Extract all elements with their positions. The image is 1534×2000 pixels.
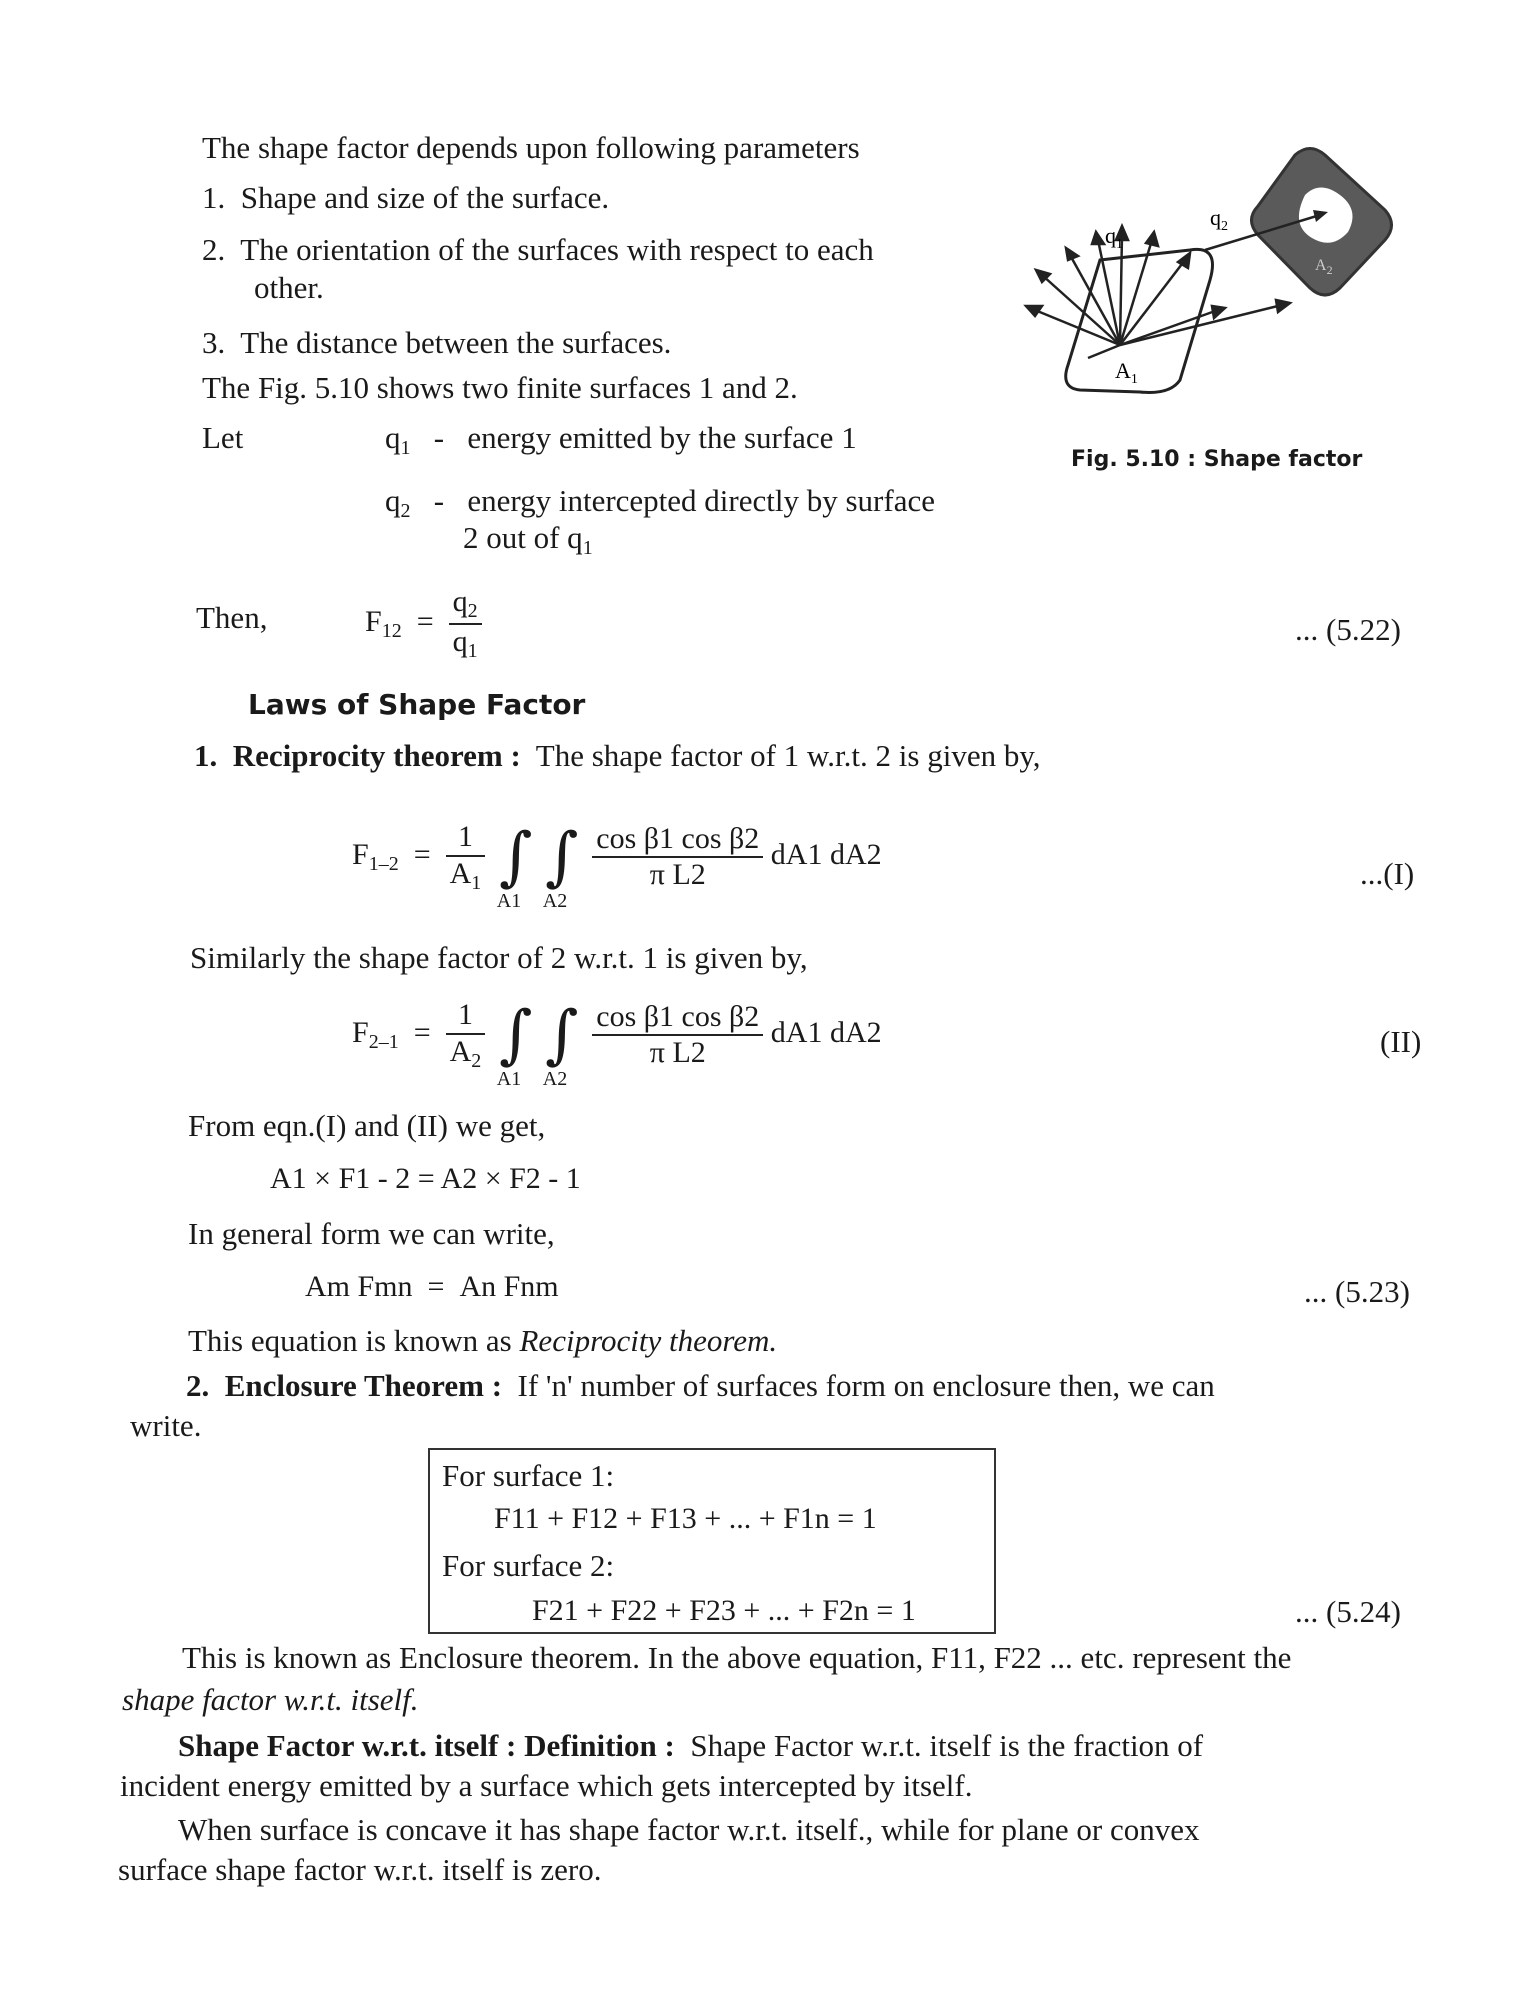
- param-num: 3.: [202, 325, 226, 360]
- equation-I: [352, 820, 882, 913]
- rhs: An Fnm: [459, 1270, 559, 1303]
- reciprocity-known-line: [188, 1323, 777, 1359]
- lhs: F: [365, 604, 382, 638]
- eq-label-5-22: ... (5.22): [1295, 612, 1401, 647]
- fraction: [449, 585, 482, 663]
- integral-limit: A1: [496, 890, 522, 913]
- integral-sign: ∫ A2: [542, 998, 579, 1091]
- law-2-line: [186, 1368, 1215, 1404]
- dash: -: [433, 483, 445, 518]
- eq-label-I: ...(I): [1360, 856, 1415, 891]
- param-text: The orientation of the surfaces with respect to each: [240, 232, 874, 267]
- intro-text: The shape factor depends upon following parameters: [202, 130, 860, 165]
- denominator: q: [452, 625, 468, 658]
- eq-label-5-24: ... (5.24): [1295, 1594, 1401, 1629]
- definition-cont: 2 out of q: [463, 520, 583, 555]
- then-word: Then,: [196, 600, 268, 635]
- param-1: [202, 180, 609, 216]
- integral-sign: ∫ A1: [496, 820, 533, 913]
- dash: -: [433, 420, 445, 455]
- integrand-denominator: π L2: [649, 1036, 706, 1070]
- surface-2-equation: F21 + F22 + F23 + ... + F2n = 1: [532, 1594, 916, 1627]
- param-num: 2.: [202, 232, 226, 267]
- numerator-sub: 2: [467, 600, 478, 622]
- integrand-numerator: cos β1 cos β2: [592, 822, 763, 859]
- laws-heading: Laws of Shape Factor: [248, 688, 586, 721]
- reciprocity-equation: A1 × F1 - 2 = A2 × F2 - 1: [270, 1162, 581, 1195]
- law-1-line: [194, 738, 1041, 774]
- symbol: q: [385, 420, 401, 455]
- subscript: 1: [400, 437, 411, 459]
- param-3: [202, 325, 671, 361]
- definition-title: Shape Factor w.r.t. itself : Definition :: [178, 1728, 675, 1763]
- integrand-fraction: [592, 822, 763, 893]
- equation-5-23: Am Fmn = An Fnm: [305, 1270, 559, 1303]
- coef-numerator: 1: [446, 998, 486, 1035]
- surface-1-label: For surface 1:: [442, 1458, 615, 1493]
- lhs: F: [352, 1016, 369, 1050]
- fig-label-q2: $q_2$: [1210, 205, 1228, 234]
- known-prefix: This equation is known as: [188, 1323, 520, 1358]
- coefficient-fraction: [446, 998, 486, 1073]
- lhs-sub: 12: [381, 619, 402, 642]
- general-form-line: In general form we can write,: [188, 1216, 555, 1251]
- fig-reference-line: The Fig. 5.10 shows two finite surfaces 1 and 2.: [202, 370, 798, 405]
- symbol: q: [385, 483, 401, 518]
- figure-caption: Fig. 5.10 : Shape factor: [1071, 447, 1363, 472]
- param-2: [202, 232, 874, 268]
- eq-label-II: (II): [1380, 1024, 1422, 1059]
- shape-factor-figure: [1020, 140, 1410, 420]
- param-2-cont: other.: [254, 270, 324, 305]
- let-word: Let: [202, 420, 244, 455]
- enclosure-known-italic: shape factor w.r.t. itself.: [122, 1682, 419, 1717]
- subscript: 2: [400, 500, 411, 522]
- coef-denominator: A: [449, 1034, 472, 1068]
- def-q2-cont: 2 out of $q_1$: [463, 520, 593, 559]
- numerator: q: [452, 585, 468, 618]
- differentials: dA1 dA2: [770, 1016, 882, 1050]
- integral-limit: A1: [496, 1068, 522, 1091]
- param-text: Shape and size of the surface.: [240, 180, 610, 215]
- lhs: F: [352, 838, 369, 872]
- equation-5-22: $F_{12}$ = $\frac{q_2}{q_1}$: [365, 585, 482, 663]
- lhs: Am Fmn: [305, 1270, 413, 1303]
- fig-label-q1: $q_1$: [1105, 223, 1123, 252]
- law-title: Enclosure Theorem :: [224, 1368, 503, 1403]
- concave-line-1: When surface is concave it has shape factor w.r.t. itself., while for plane or convex: [178, 1812, 1200, 1847]
- definition-text: Shape Factor w.r.t. itself is the fraction of: [690, 1728, 1204, 1763]
- coef-numerator: 1: [446, 820, 486, 857]
- emission-rays: [1026, 226, 1290, 358]
- law-num: 2.: [186, 1368, 210, 1403]
- integral-limit: A2: [542, 1068, 568, 1091]
- surface-1-equation: F11 + F12 + F13 + ... + F1n = 1: [494, 1502, 877, 1535]
- def-q2: [385, 483, 935, 523]
- integrand-denominator: π L2: [649, 858, 706, 892]
- def-q1: [385, 420, 857, 460]
- coefficient-fraction: [446, 820, 486, 895]
- equation-II: [352, 998, 882, 1091]
- param-text: The distance between the surfaces.: [240, 325, 672, 360]
- coef-denominator-sub: 2: [471, 1049, 482, 1072]
- integral-sign: ∫ A1: [496, 998, 533, 1091]
- differentials: dA1 dA2: [770, 838, 882, 872]
- lhs-sub: 1–2: [368, 853, 399, 876]
- surface-2-label: For surface 2:: [442, 1548, 615, 1583]
- param-num: 1.: [202, 180, 226, 215]
- integrand-numerator: cos β1 cos β2: [592, 1000, 763, 1037]
- coef-denominator: A: [449, 856, 472, 890]
- law-2-cont: write.: [130, 1408, 202, 1443]
- definition-cont: incident energy emitted by a surface which gets intercepted by itself.: [120, 1768, 973, 1803]
- from-eqn-line: From eqn.(I) and (II) we get,: [188, 1108, 546, 1143]
- similarly-line: Similarly the shape factor of 2 w.r.t. 1 is given by,: [190, 940, 808, 975]
- fig-label-a1: $A_1$: [1115, 358, 1138, 387]
- definition-text: energy emitted by the surface 1: [467, 420, 857, 455]
- integral-limit: A2: [542, 890, 568, 913]
- law-text: If 'n' number of surfaces form on enclosure then, we can: [517, 1368, 1215, 1403]
- definition-text: energy intercepted directly by surface: [467, 483, 935, 518]
- known-italic: Reciprocity theorem.: [519, 1323, 778, 1358]
- law-text: The shape factor of 1 w.r.t. 2 is given by,: [535, 738, 1041, 773]
- equals: =: [413, 838, 431, 872]
- fig-label-a2: $A_2$: [1315, 257, 1333, 277]
- law-title: Reciprocity theorem :: [232, 738, 521, 773]
- integral-sign: ∫ A2: [542, 820, 579, 913]
- eq-label-5-23: ... (5.23): [1304, 1274, 1410, 1309]
- equals: =: [413, 1016, 431, 1050]
- concave-line-2: surface shape factor w.r.t. itself is zero.: [118, 1852, 602, 1887]
- integrand-fraction: [592, 1000, 763, 1071]
- denominator-sub: 1: [467, 640, 478, 662]
- lhs-sub: 2–1: [368, 1031, 399, 1054]
- enclosure-known-line: This is known as Enclosure theorem. In the above equation, F11, F22 ... etc. represent the: [182, 1640, 1292, 1675]
- coef-denominator-sub: 1: [471, 871, 482, 894]
- definition-line: [178, 1728, 1203, 1764]
- law-num: 1.: [194, 738, 218, 773]
